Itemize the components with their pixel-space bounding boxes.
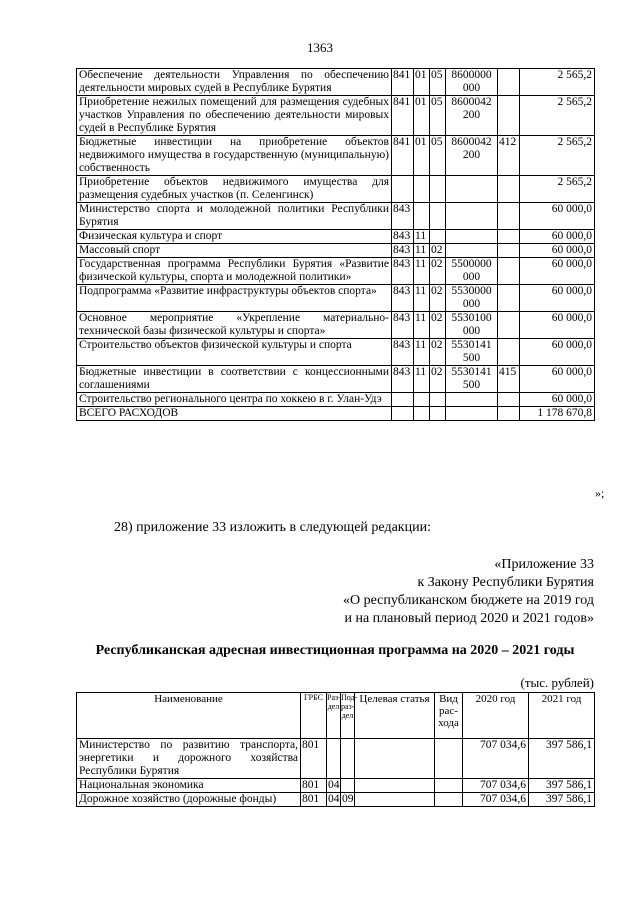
row-rz: 04	[328, 793, 340, 805]
row-amount: 2 565,2	[520, 96, 595, 136]
row-pr: 02	[430, 366, 446, 393]
row-grbs: 801	[301, 739, 327, 779]
row-target-article	[446, 393, 498, 407]
table-row	[77, 230, 595, 244]
row-grbs: 843	[392, 244, 414, 258]
row-amount: 60 000,0	[520, 339, 595, 366]
row-rz: 04	[328, 779, 340, 791]
row-pr: 02	[430, 244, 446, 258]
row-pr: 05	[430, 69, 446, 96]
row-rz: 01	[414, 96, 430, 136]
row-pr	[341, 739, 355, 779]
row-pr: 05	[430, 136, 446, 176]
row-amount: 60 000,0	[520, 285, 595, 312]
row-name: Государственная программа Республики Бурятия «Развитие физической культуры, спорта и молодежной политики»	[77, 258, 392, 285]
row-rz	[327, 739, 341, 779]
page-number: 1363	[307, 40, 333, 55]
table-row	[77, 793, 595, 807]
row-amount: 60 000,0	[520, 258, 595, 285]
row-grbs: 841	[392, 96, 414, 136]
row-pr	[430, 203, 446, 230]
header-pr: Под-раз-дел	[341, 693, 355, 739]
row-expense-type	[498, 244, 520, 258]
appendix-line: к Закону Республики Бурятия	[417, 575, 594, 590]
row-expense-type	[498, 339, 520, 366]
row-name: Массовый спорт	[77, 244, 392, 258]
row-name: Физическая культура и спорт	[77, 230, 392, 244]
row-2021: 397 586,1	[529, 739, 595, 779]
row-target-article	[446, 203, 498, 230]
row-amount: 60 000,0	[520, 244, 595, 258]
header-grbs: ГРБС	[301, 693, 327, 739]
row-expense-type	[498, 96, 520, 136]
row-expense-type	[498, 230, 520, 244]
row-rz	[414, 393, 430, 407]
row-grbs: 801	[301, 793, 327, 807]
row-name: Строительство регионального центра по хоккею в г. Улан-Удэ	[77, 393, 392, 407]
row-target-article: 8600042 200	[446, 136, 498, 176]
row-rz: 11	[414, 230, 430, 244]
table-row	[77, 312, 595, 339]
row-rz	[414, 407, 430, 421]
row-grbs: 801	[301, 779, 327, 793]
row-target-article	[355, 793, 435, 807]
investment-table-body	[77, 739, 595, 807]
row-amount: 60 000,0	[520, 203, 595, 230]
row-pr: 02	[430, 312, 446, 339]
row-rz: 11	[414, 258, 430, 285]
table-header-row	[77, 693, 595, 739]
row-target-article	[355, 739, 435, 779]
row-expense-type: 415	[498, 366, 520, 393]
table-row	[77, 136, 595, 176]
table-row	[77, 739, 595, 779]
row-grbs: 841	[392, 69, 414, 96]
row-expense-type: 412	[498, 136, 520, 176]
row-rz	[414, 176, 430, 203]
row-amount: 60 000,0	[520, 312, 595, 339]
amendment-paragraph: 28) приложение 33 изложить в следующей редакции:	[114, 520, 431, 535]
row-pr: 05	[430, 96, 446, 136]
row-grbs	[392, 407, 414, 421]
row-name: Приобретение объектов недвижимого имущества для размещения судебных участков (п. Селенгинск)	[77, 176, 392, 203]
row-target-article	[446, 176, 498, 203]
row-amount: 60 000,0	[520, 230, 595, 244]
row-amount: 2 565,2	[520, 136, 595, 176]
row-expense-type	[498, 203, 520, 230]
table-row	[77, 779, 595, 793]
row-grbs: 843	[392, 258, 414, 285]
row-pr: 09	[342, 793, 354, 805]
investment-table	[76, 692, 595, 807]
header-2021: 2021 год	[529, 693, 595, 739]
row-target-article: 8600042 200	[446, 96, 498, 136]
row-2021: 397 586,1	[529, 779, 595, 793]
row-amount: 60 000,0	[520, 393, 595, 407]
budget-table	[76, 68, 595, 421]
row-2020: 707 034,6	[463, 739, 529, 779]
table-row	[77, 203, 595, 230]
row-rz: 11	[414, 244, 430, 258]
row-pr: 02	[430, 258, 446, 285]
row-rz: 11	[414, 366, 430, 393]
header-vr: Вид рас-хода	[435, 693, 463, 739]
table-row	[77, 96, 595, 136]
row-target-article	[446, 230, 498, 244]
row-rz: 11	[414, 312, 430, 339]
row-grbs: 843	[392, 339, 414, 366]
units-label: (тыс. рублей)	[520, 675, 594, 690]
appendix-line: «Приложение 33	[494, 557, 594, 572]
row-name: Национальная экономика	[77, 779, 301, 793]
table-row	[77, 366, 595, 393]
row-pr	[430, 176, 446, 203]
table-row	[77, 244, 595, 258]
row-target-article: 8600000 000	[446, 69, 498, 96]
row-expense-type	[498, 312, 520, 339]
row-name: Строительство объектов физической культуры и спорта	[77, 339, 392, 366]
row-expense-type	[498, 407, 520, 421]
row-name: ВСЕГО РАСХОДОВ	[77, 407, 392, 421]
row-name: Бюджетные инвестиции в соответствии с концессионными соглашениями	[77, 366, 392, 393]
row-grbs: 841	[392, 136, 414, 176]
table-row	[77, 258, 595, 285]
row-expense-type	[435, 779, 463, 793]
row-expense-type	[498, 258, 520, 285]
row-target-article: 5530100 000	[446, 312, 498, 339]
row-expense-type	[498, 69, 520, 96]
row-amount: 2 565,2	[520, 69, 595, 96]
row-grbs: 843	[392, 312, 414, 339]
row-rz: 01	[414, 136, 430, 176]
row-name: Обеспечение деятельности Управления по обеспечению деятельности мировых судей в Республике Бурятия	[77, 69, 392, 96]
row-target-article: 5500000 000	[446, 258, 498, 285]
row-2020: 707 034,6	[463, 793, 529, 807]
header-2020: 2020 год	[463, 693, 529, 739]
row-2020: 707 034,6	[463, 779, 529, 793]
row-grbs: 843	[392, 285, 414, 312]
table-row	[77, 393, 595, 407]
row-rz: 11	[414, 339, 430, 366]
row-target-article: 5530141 500	[446, 366, 498, 393]
row-pr: 02	[430, 285, 446, 312]
row-target-article: 5530141 500	[446, 339, 498, 366]
row-name: Бюджетные инвестиции на приобретение объектов недвижимого имущества в государственную (муниципальную) собственность	[77, 136, 392, 176]
row-name: Подпрограмма «Развитие инфраструктуры объектов спорта»	[77, 285, 392, 312]
row-grbs: 843	[392, 230, 414, 244]
row-amount: 60 000,0	[520, 366, 595, 393]
row-grbs	[392, 393, 414, 407]
row-target-article: 5530000 000	[446, 285, 498, 312]
row-name: Министерство по развитию транспорта, энергетики и дорожного хозяйства Республики Бурятия	[77, 739, 301, 779]
table-row	[77, 176, 595, 203]
row-target-article	[446, 244, 498, 258]
row-rz: 01	[414, 69, 430, 96]
header-name: Наименование	[77, 693, 301, 739]
row-name: Министерство спорта и молодежной политики Республики Бурятия	[77, 203, 392, 230]
row-name: Приобретение нежилых помещений для размещения судебных участков Управления по обеспечению деятельности мировых судей в Республике Бурятия	[77, 96, 392, 136]
row-pr	[430, 407, 446, 421]
row-pr	[341, 779, 355, 793]
row-rz: 11	[414, 285, 430, 312]
row-target-article	[355, 779, 435, 793]
appendix-line: и на плановый период 2020 и 2021 годов»	[344, 611, 594, 626]
row-pr	[430, 230, 446, 244]
row-grbs: 843	[392, 203, 414, 230]
table-row	[77, 285, 595, 312]
row-name: Дорожное хозяйство (дорожные фонды)	[77, 793, 301, 807]
row-rz	[414, 203, 430, 230]
table-row	[77, 69, 595, 96]
row-amount: 1 178 670,8	[520, 407, 595, 421]
row-expense-type	[498, 285, 520, 312]
row-pr	[430, 393, 446, 407]
row-2021: 397 586,1	[529, 793, 595, 807]
row-expense-type	[435, 739, 463, 779]
row-name: Основное мероприятие «Укрепление материально-технической базы физической культуры и спорта»	[77, 312, 392, 339]
header-rz: Раз-дел	[327, 693, 341, 739]
row-target-article	[446, 407, 498, 421]
table-row	[77, 339, 595, 366]
document-title: Республиканская адресная инвестиционная программа на 2020 – 2021 годы	[95, 643, 575, 658]
budget-table-body	[77, 69, 595, 421]
closing-quote: »;	[595, 486, 605, 500]
row-pr: 02	[430, 339, 446, 366]
header-cs: Целевая статья	[355, 693, 435, 739]
row-amount: 2 565,2	[520, 176, 595, 203]
row-expense-type	[435, 793, 463, 807]
appendix-header	[274, 556, 594, 628]
appendix-line: «О республиканском бюджете на 2019 год	[343, 593, 594, 608]
row-grbs: 843	[392, 366, 414, 393]
row-expense-type	[498, 393, 520, 407]
row-grbs	[392, 176, 414, 203]
row-expense-type	[498, 176, 520, 203]
table-row	[77, 407, 595, 421]
